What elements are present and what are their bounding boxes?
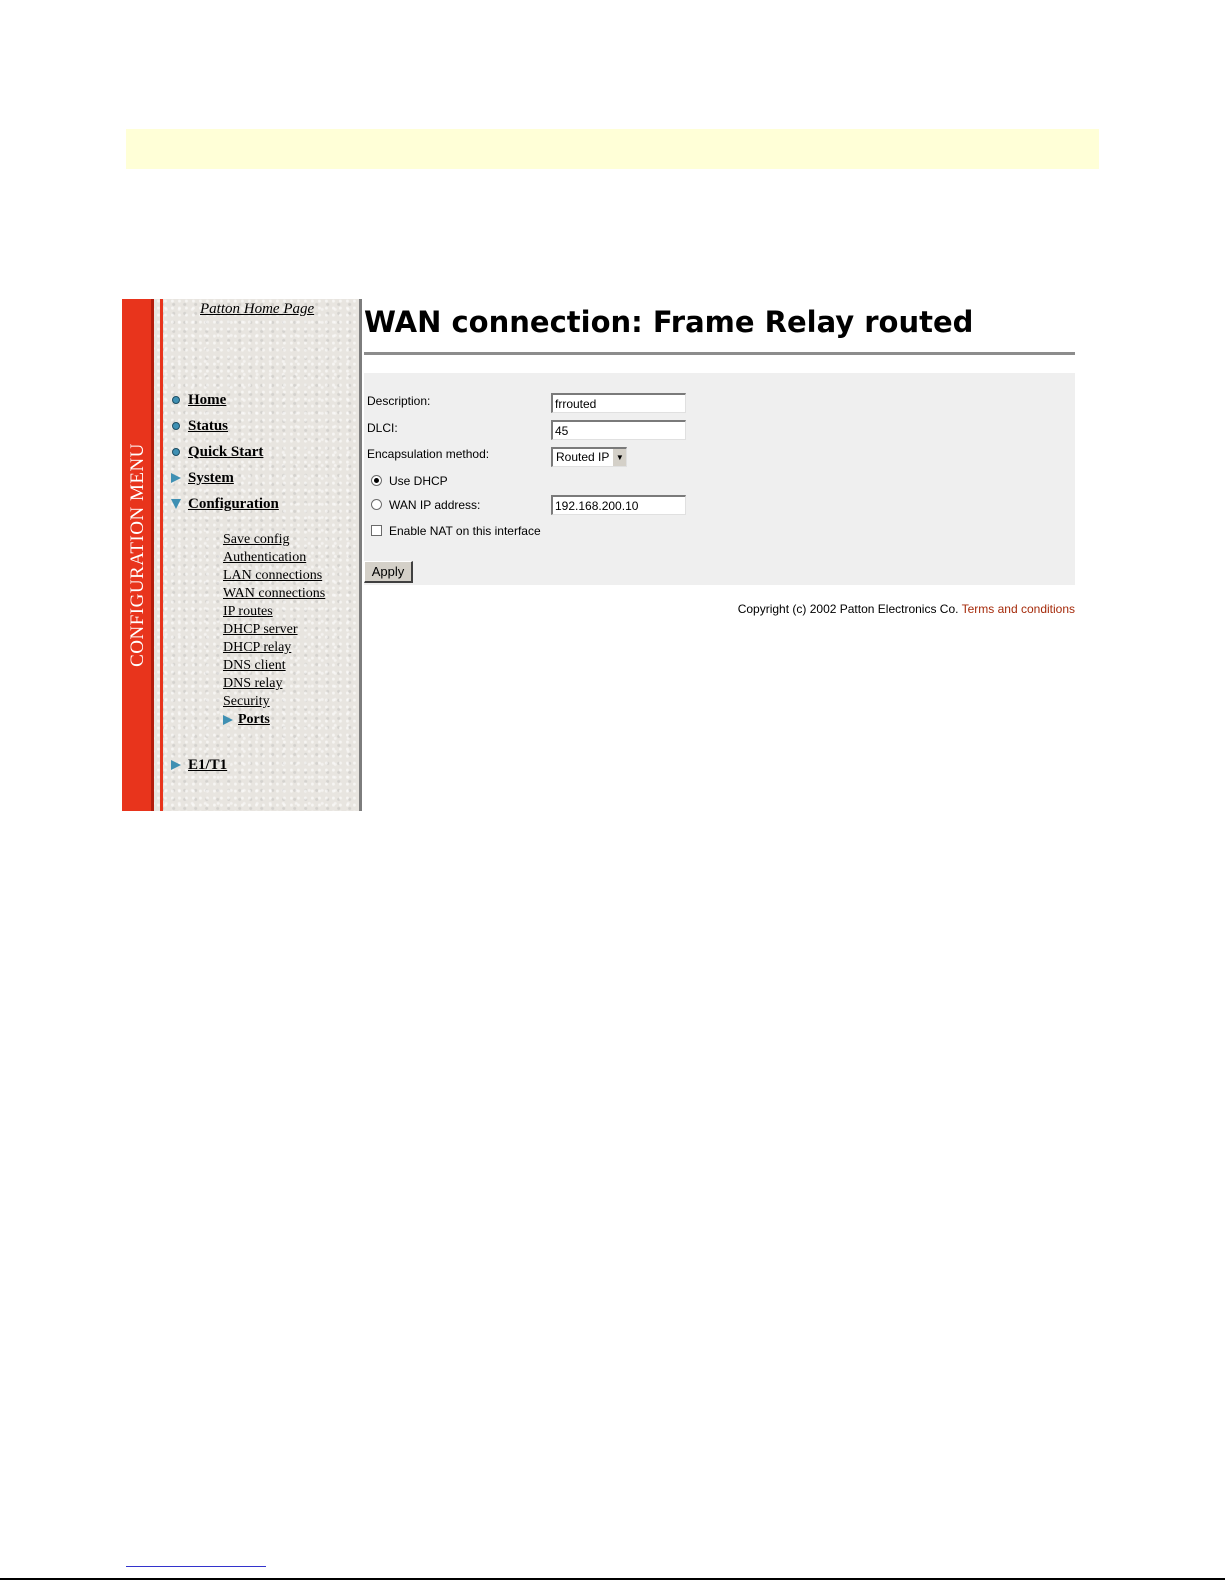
browser-screenshot bbox=[122, 299, 1090, 811]
chevron-down-icon: ▼ bbox=[612, 449, 626, 466]
title-divider bbox=[364, 352, 1075, 355]
nav-item-configuration[interactable] bbox=[167, 494, 279, 514]
description-field[interactable] bbox=[551, 393, 686, 413]
nav-item-home[interactable] bbox=[167, 390, 226, 410]
sub-item-dhcp-relay[interactable]: DHCP relay bbox=[223, 640, 292, 655]
nav-item-label: Home bbox=[188, 391, 227, 408]
dlci-field[interactable] bbox=[551, 420, 686, 440]
sub-item-save-config[interactable]: Save config bbox=[223, 532, 290, 547]
nav-item-system[interactable] bbox=[167, 468, 234, 488]
nav-item-status[interactable] bbox=[167, 416, 228, 436]
apply-button[interactable]: Apply bbox=[364, 561, 413, 583]
nav-item-label: Quick Start bbox=[188, 443, 264, 460]
copyright-text: Copyright (c) 2002 Patton Electronics Co. bbox=[737, 602, 959, 616]
wan-ip-field[interactable] bbox=[551, 495, 686, 515]
wan-ip-radio[interactable] bbox=[371, 499, 382, 510]
nav-item-quick-start[interactable] bbox=[167, 442, 263, 462]
sub-item-authentication[interactable]: Authentication bbox=[223, 550, 307, 565]
sub-item-ip-routes[interactable]: IP routes bbox=[223, 604, 273, 619]
footer-link-underline bbox=[126, 1566, 266, 1567]
nav-item-e1t1[interactable] bbox=[167, 755, 227, 775]
triangle-right-icon bbox=[171, 473, 181, 483]
dlci-label: DLCI: bbox=[367, 421, 398, 435]
dot-icon bbox=[172, 422, 180, 430]
patton-home-page-link[interactable]: Patton Home Page bbox=[200, 301, 315, 317]
nav-item-label: E1/T1 bbox=[188, 756, 228, 773]
ports-label: Ports bbox=[238, 712, 270, 727]
enable-nat-label: Enable NAT on this interface bbox=[389, 524, 541, 538]
encapsulation-select[interactable] bbox=[551, 447, 627, 467]
page-title: WAN connection: Frame Relay routed bbox=[364, 305, 974, 339]
description-label: Description: bbox=[367, 394, 431, 408]
nav-item-label: System bbox=[188, 469, 234, 486]
main-content bbox=[362, 299, 1090, 811]
sub-item-lan-connections[interactable]: LAN connections bbox=[223, 568, 323, 583]
enable-nat-checkbox[interactable] bbox=[371, 525, 382, 536]
triangle-right-icon bbox=[171, 760, 181, 770]
nav-item-label: Configuration bbox=[188, 495, 279, 512]
configuration-menu-sidebar: CONFIGURATION MENU Patton Home Page Home Status Quick Start System Configuration Save config Authentication LAN connections WAN connections IP routes DHCP server DHCP relay DNS client DNS relay Security Ports E1/T1 bbox=[122, 299, 362, 811]
triangle-right-icon bbox=[223, 715, 233, 725]
sub-item-dns-client[interactable]: DNS client bbox=[223, 658, 286, 673]
sub-item-ports[interactable] bbox=[223, 712, 270, 728]
dot-icon bbox=[172, 448, 180, 456]
sub-item-security[interactable]: Security bbox=[223, 694, 270, 709]
sub-item-dhcp-server[interactable]: DHCP server bbox=[223, 622, 298, 637]
copyright-line bbox=[738, 602, 1075, 616]
dot-icon bbox=[172, 396, 180, 404]
terms-link[interactable]: Terms and conditions bbox=[961, 602, 1075, 616]
wan-connection-form bbox=[364, 373, 1075, 585]
nav-item-label: Status bbox=[188, 417, 229, 434]
triangle-down-icon bbox=[171, 499, 181, 509]
footer-rule bbox=[0, 1578, 1225, 1580]
encapsulation-selected-value: Routed IP bbox=[556, 450, 610, 464]
sub-item-wan-connections[interactable]: WAN connections bbox=[223, 586, 326, 601]
sidebar-red-stripe bbox=[160, 299, 163, 811]
use-dhcp-label: Use DHCP bbox=[389, 474, 448, 488]
radio-dot-icon bbox=[374, 478, 379, 483]
use-dhcp-radio[interactable] bbox=[371, 475, 382, 486]
wan-ip-label: WAN IP address: bbox=[389, 498, 481, 512]
note-bar bbox=[126, 129, 1099, 169]
encapsulation-label: Encapsulation method: bbox=[367, 447, 490, 461]
sub-item-dns-relay[interactable]: DNS relay bbox=[223, 676, 283, 691]
